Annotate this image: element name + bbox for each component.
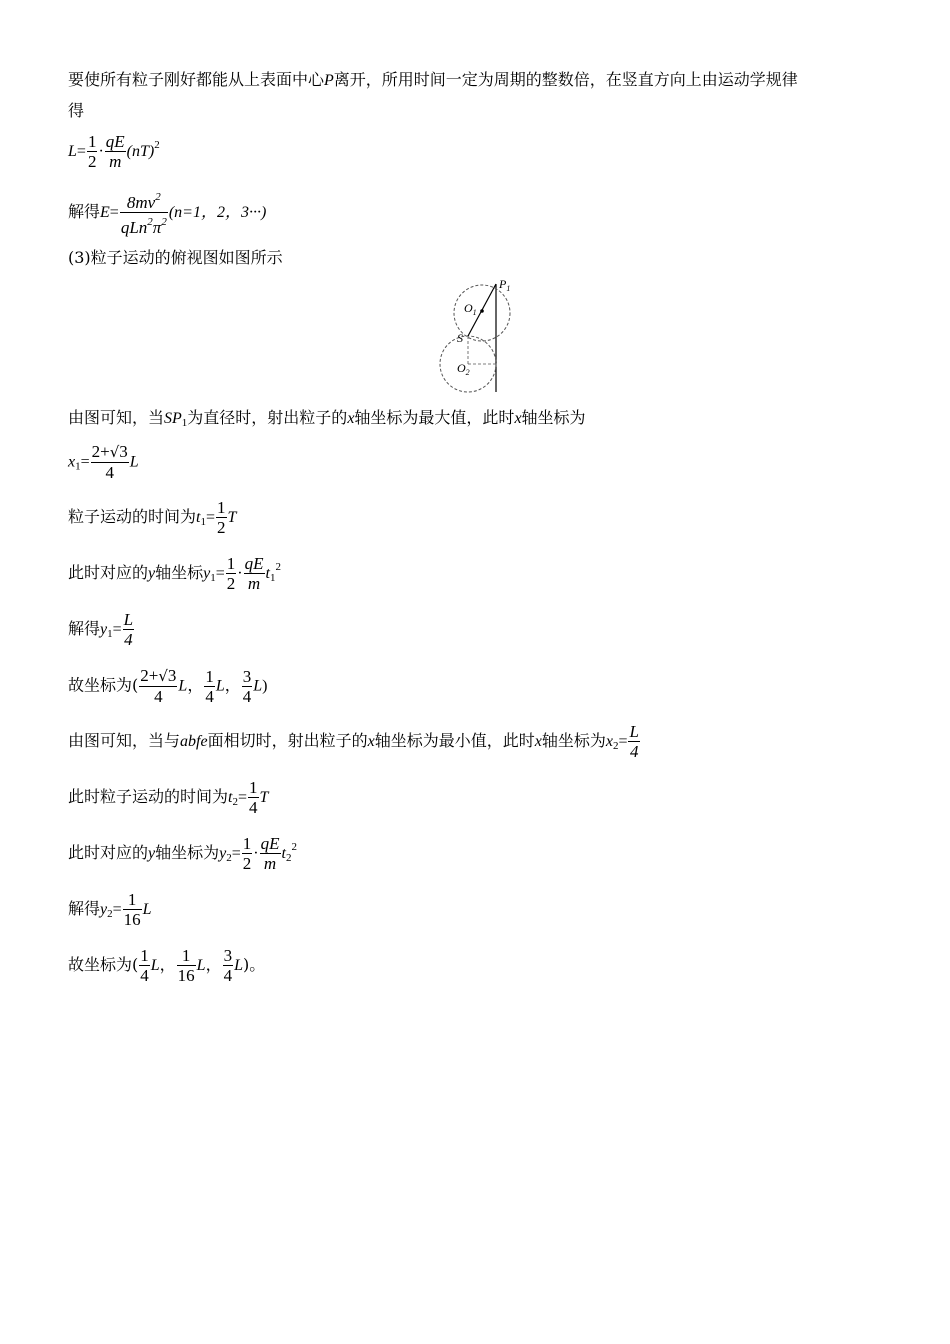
equation-t2: 此时粒子运动的时间为$t_2=$ $\frac{1}{4}$ T <box>68 778 269 817</box>
fraction-coord-y: $\frac{1}{4}$ <box>205 666 214 706</box>
equation-E: 解得E= $\frac{8mv^2}{qLn^2\pi^2}$ (n=1，2，3···) <box>68 188 266 237</box>
fraction-qe-m: $\frac{qE}{m}$ <box>244 554 264 593</box>
label-O1: $O_1$ <box>464 301 477 317</box>
equation-y1: 此时对应的y轴坐标$y_1=$ $\frac{1}{2}$ · $\frac{qE}{m}$ $t_1^2$ <box>68 554 281 593</box>
fraction-coord-x: $\frac{1}{4}$ <box>140 946 149 985</box>
part-3-heading: (3)粒子运动的俯视图如图所示 <box>68 248 283 267</box>
intro-line: 要使所有粒子刚好都能从上表面中心P离开，所用时间一定为周期的整数倍，在竖直方向上由运动学规律 <box>68 70 798 89</box>
fraction-x2: $\frac{L}{4}$ <box>629 722 639 761</box>
fraction-t1: $\frac{1}{2}$ <box>217 498 226 537</box>
fraction-t2: $\frac{1}{4}$ <box>249 778 258 817</box>
min-case-line: 由图可知，当与abfe面相切时，射出粒子的x轴坐标为最小值，此时x轴坐标为$x_2=$ $\frac{L}{4}$ <box>68 722 639 761</box>
fraction-half: $\frac{1}{2}$ <box>242 834 252 873</box>
fraction-E: $\frac{8mv^2}{qLn^2\pi^2}$ <box>120 188 168 237</box>
equation-y2: 此时对应的y轴坐标为$y_2=$ $\frac{1}{2}$ · $\frac{qE}{m}$ $t_2^2$ <box>68 834 297 873</box>
fraction-coord-y: $\frac{1}{16}$ <box>177 946 195 985</box>
intro-line-2: 得 <box>68 101 85 120</box>
fraction-coord-z: $\frac{3}{4}$ <box>223 946 233 985</box>
fraction-coord-x: $\frac{2+√3}{4}$ <box>140 666 177 706</box>
fraction-y2: $\frac{1}{16}$ <box>123 890 141 929</box>
coordinate-min: 故坐标为( $\frac{1}{4}$ L， $\frac{1}{16}$ L， $\frac{3}{4}$ L)。 <box>68 946 266 985</box>
equation-x1: $x_1=$ $\frac{2+√3}{4}$ L <box>68 442 139 482</box>
fraction-y1: $\frac{L}{4}$ <box>123 610 134 649</box>
equation-L: L= $\frac{1}{2}$ · $\frac{qE}{m}$ (nT)$^2$ <box>68 132 160 171</box>
fraction-x1: $\frac{2+√3}{4}$ <box>91 442 128 482</box>
max-case-line: 由图可知，当$SP_1$为直径时，射出粒子的x轴坐标为最大值，此时x轴坐标为 <box>68 408 586 429</box>
label-P1: $P_1$ <box>499 278 511 293</box>
coordinate-max: 故坐标为( $\frac{2+√3}{4}$ L， $\frac{1}{4}$ L， $\frac{3}{4}$ L) <box>68 666 268 706</box>
equation-t1: 粒子运动的时间为$t_1=$ $\frac{1}{2}$ T <box>68 498 237 537</box>
label-S: S <box>457 331 463 345</box>
fraction-half: $\frac{1}{2}$ <box>87 132 97 171</box>
center-dot-O1 <box>480 309 484 313</box>
fraction-coord-z: $\frac{3}{4}$ <box>242 666 252 706</box>
fraction-half: $\frac{1}{2}$ <box>226 554 236 593</box>
solution-y2: 解得$y_2=$ $\frac{1}{16}$ L <box>68 890 152 929</box>
fraction-qe-m: $\frac{qE}{m}$ <box>105 132 125 171</box>
solution-y1: 解得$y_1=$ $\frac{L}{4}$ <box>68 610 134 649</box>
top-view-figure <box>435 278 525 398</box>
label-O2: $O_2$ <box>457 361 470 377</box>
fraction-qe-m: $\frac{qE}{m}$ <box>260 834 280 873</box>
